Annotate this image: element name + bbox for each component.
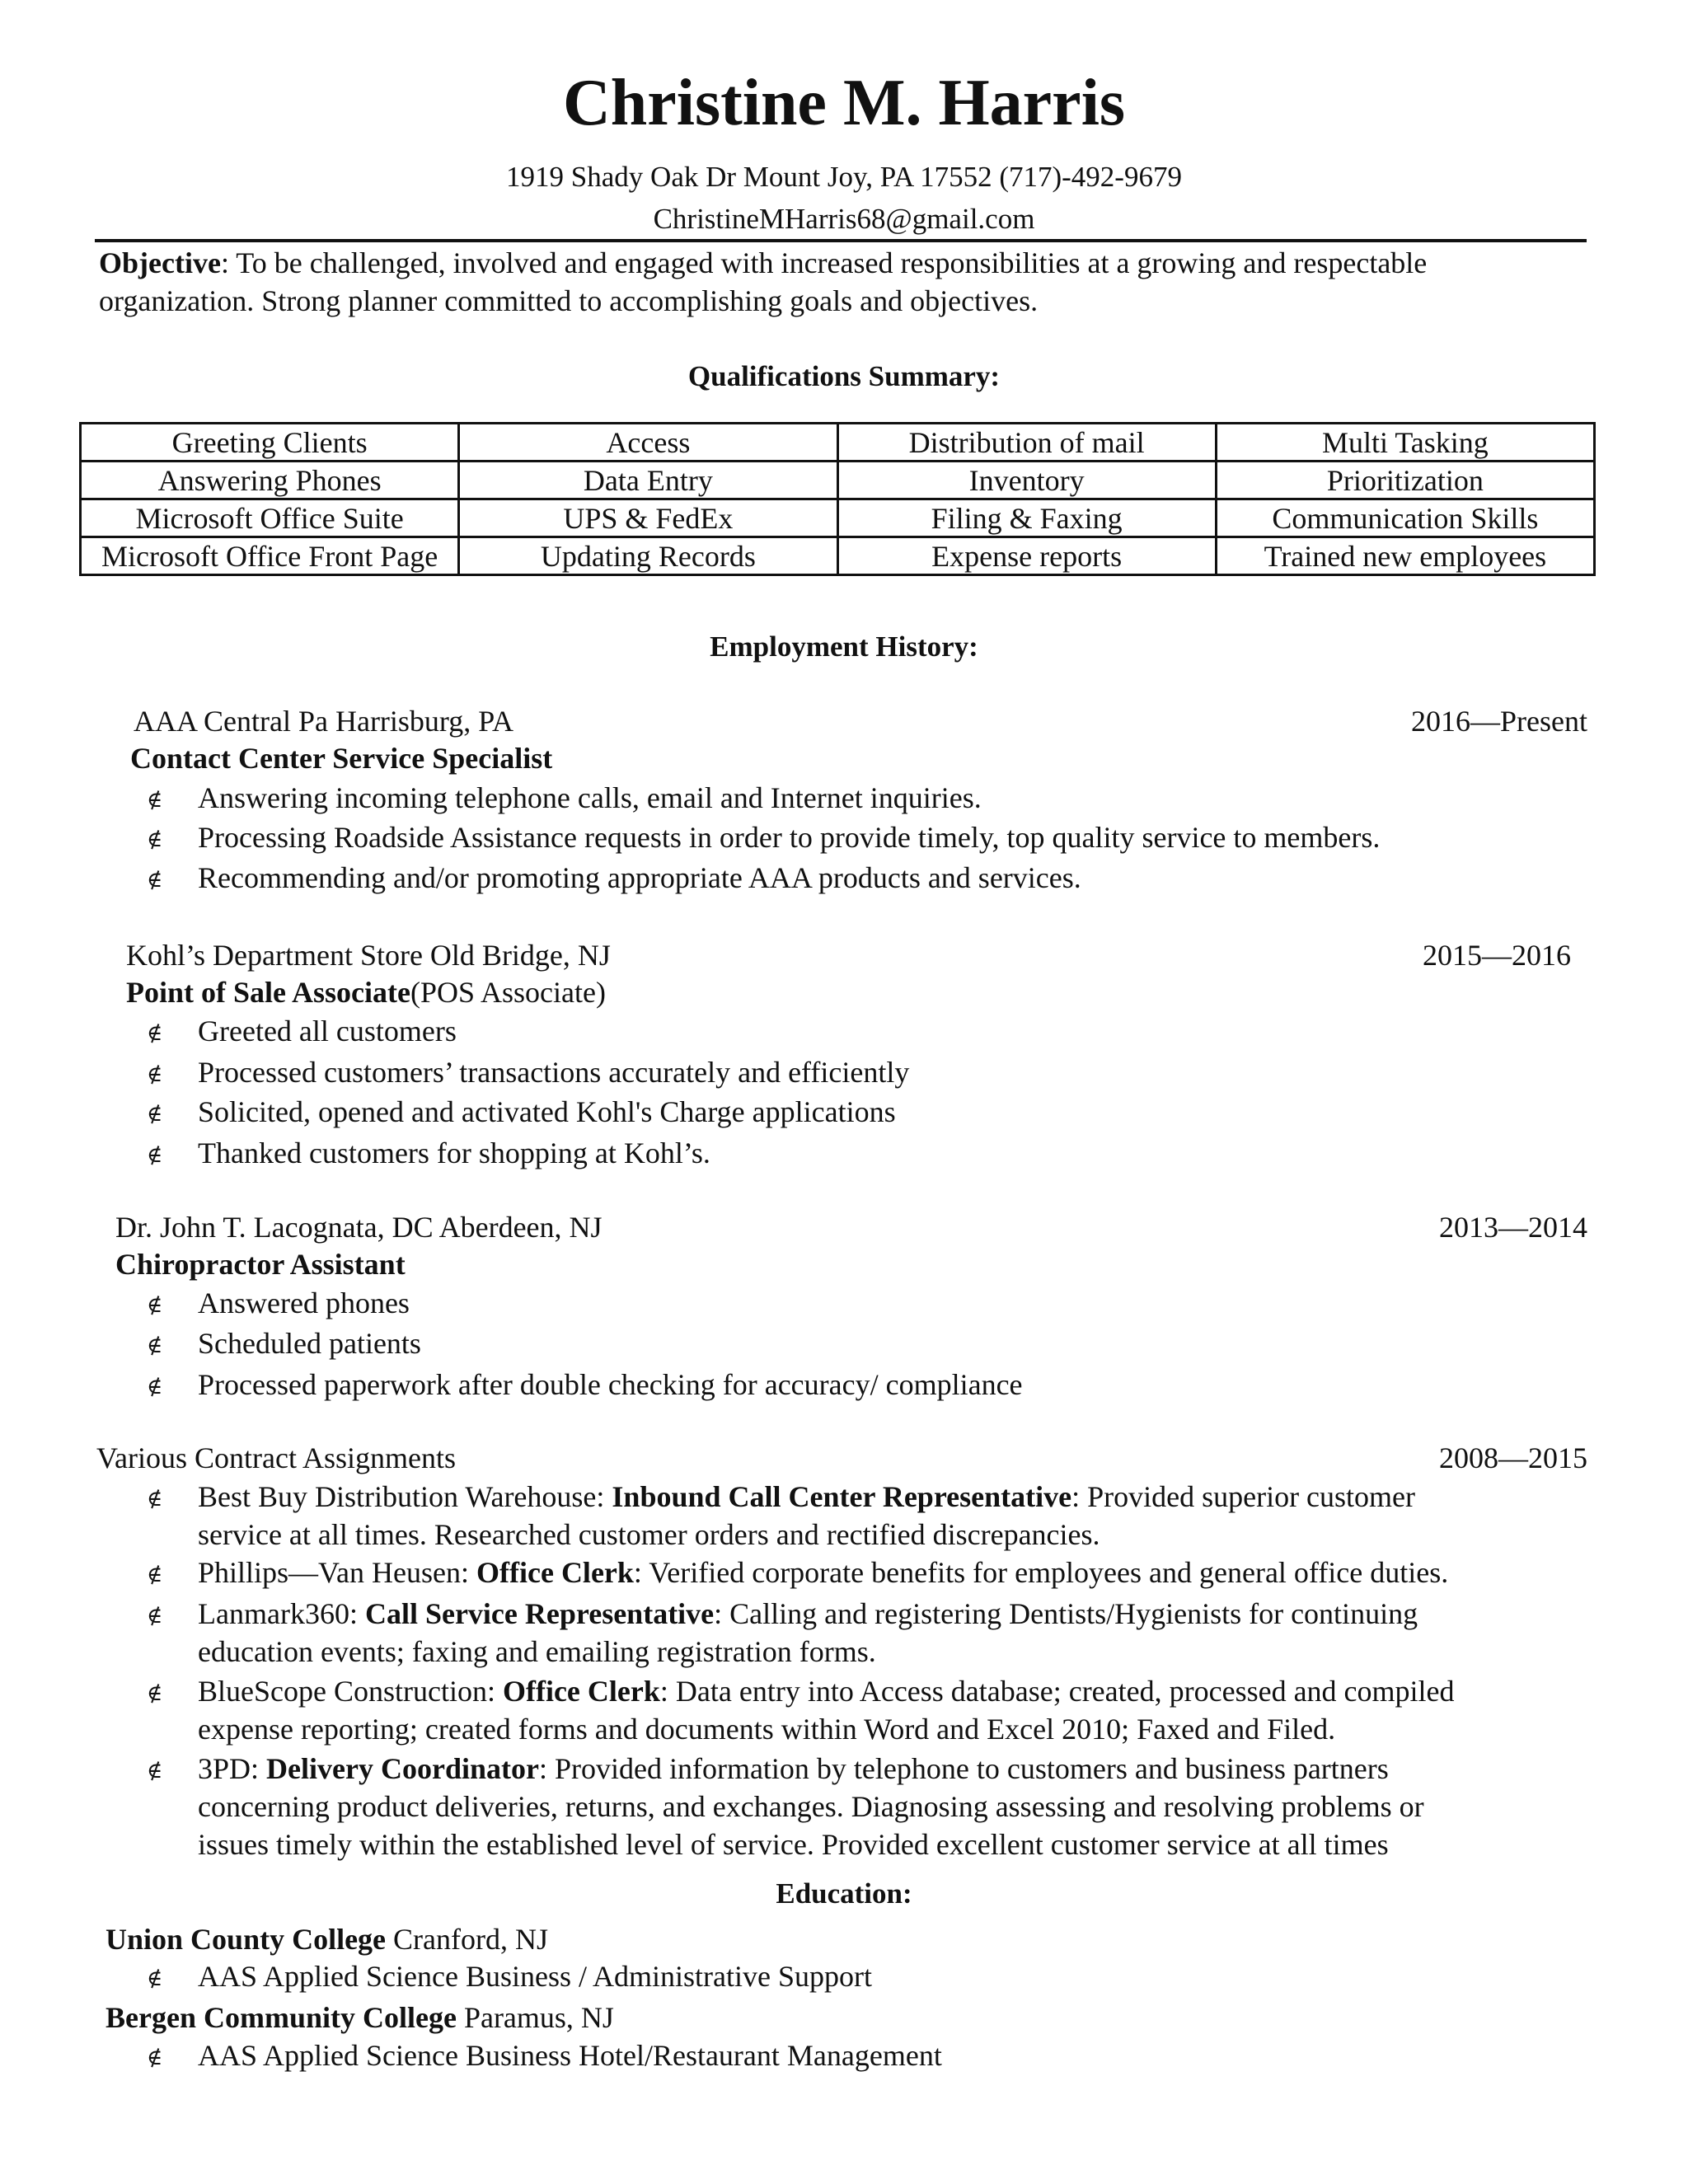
contact-email: ChristineMHarris68@gmail.com bbox=[653, 203, 1035, 235]
job-title: Point of Sale Associate bbox=[126, 976, 410, 1009]
list-item: Answered phones bbox=[198, 1286, 410, 1319]
applicant-name: Christine M. Harris bbox=[562, 67, 1126, 139]
job-employer: AAA Central Pa Harrisburg, PA bbox=[134, 705, 513, 738]
contract-description: : Provided information by telephone to customers and business partners bbox=[538, 1752, 1389, 1785]
bullet-icon: ∉ bbox=[147, 1333, 163, 1357]
list-item-continuation: concerning product deliveries, returns, and exchanges. Diagnosing assessing and resolving problems or bbox=[198, 1790, 1424, 1823]
list-item-continuation: expense reporting; created forms and documents within Word and Excel 2010; Faxed and Filed. bbox=[198, 1713, 1336, 1746]
list-item: Answering incoming telephone calls, email and Internet inquiries. bbox=[198, 781, 982, 814]
objective-line-1 bbox=[99, 244, 1427, 282]
bullet-icon: ∉ bbox=[147, 788, 163, 812]
bullet-icon: ∉ bbox=[147, 1966, 163, 1990]
list-item bbox=[198, 1482, 1415, 1511]
bullet-icon: ∉ bbox=[147, 1143, 163, 1167]
table-row bbox=[81, 499, 1595, 537]
contract-description: : Data entry into Access database; created, processed and compiled bbox=[659, 1675, 1455, 1708]
objective-label: Objective bbox=[99, 246, 221, 279]
list-item: AAS Applied Science Business Hotel/Restaurant Management bbox=[198, 2039, 942, 2072]
bullet-icon: ∉ bbox=[147, 1759, 163, 1783]
school-name: Bergen Community College bbox=[106, 2001, 457, 2034]
job-employer: Kohl’s Department Store Old Bridge, NJ bbox=[126, 939, 611, 972]
table-cell: Multi Tasking bbox=[1216, 424, 1594, 462]
list-item bbox=[198, 1558, 1448, 1587]
education-heading: Education: bbox=[776, 1877, 912, 1910]
table-cell: Microsoft Office Suite bbox=[81, 499, 459, 537]
contract-role: Office Clerk bbox=[502, 1675, 660, 1708]
table-cell: Trained new employees bbox=[1216, 537, 1594, 575]
bullet-icon: ∉ bbox=[147, 868, 163, 892]
bullet-icon: ∉ bbox=[147, 1293, 163, 1317]
contract-role: Office Clerk bbox=[476, 1556, 634, 1589]
table-cell: Access bbox=[459, 424, 837, 462]
job-employer: Various Contract Assignments bbox=[96, 1441, 456, 1474]
list-item: Processing Roadside Assistance requests in order to provide timely, top quality service to members. bbox=[198, 821, 1381, 854]
list-item bbox=[198, 1676, 1455, 1706]
bullet-icon: ∉ bbox=[147, 827, 163, 851]
list-item: Processed paperwork after double checking for accuracy/ compliance bbox=[198, 1368, 1023, 1401]
school-line bbox=[106, 2003, 614, 2032]
list-item bbox=[198, 1599, 1418, 1629]
job-dates: 2015—2016 bbox=[1423, 939, 1571, 972]
list-item: Greeted all customers bbox=[198, 1015, 457, 1047]
job-title-suffix: (POS Associate) bbox=[410, 976, 606, 1009]
contract-employer: BlueScope Construction: bbox=[198, 1675, 503, 1708]
job-dates: 2016—Present bbox=[1411, 705, 1587, 738]
job-title-line bbox=[126, 977, 606, 1007]
contract-description: : Calling and registering Dentists/Hygienists for continuing bbox=[714, 1597, 1418, 1630]
bullet-icon: ∉ bbox=[147, 1021, 163, 1045]
table-cell: Answering Phones bbox=[81, 462, 459, 499]
job-title: Contact Center Service Specialist bbox=[130, 742, 553, 775]
list-item-continuation: service at all times. Researched customer orders and rectified discrepancies. bbox=[198, 1518, 1100, 1551]
bullet-icon: ∉ bbox=[147, 1375, 163, 1399]
table-cell: Filing & Faxing bbox=[837, 499, 1216, 537]
contract-employer: 3PD: bbox=[198, 1752, 267, 1785]
bullet-icon: ∉ bbox=[147, 1604, 163, 1628]
list-item: Recommending and/or promoting appropriate AAA products and services. bbox=[198, 861, 1081, 894]
table-row bbox=[81, 537, 1595, 575]
table-row bbox=[81, 462, 1595, 499]
job-dates: 2008—2015 bbox=[1439, 1441, 1587, 1474]
list-item: AAS Applied Science Business / Administrative Support bbox=[198, 1960, 872, 1993]
table-cell: Updating Records bbox=[459, 537, 837, 575]
list-item: Scheduled patients bbox=[198, 1327, 421, 1360]
list-item: Processed customers’ transactions accurately and efficiently bbox=[198, 1056, 910, 1089]
table-cell: Inventory bbox=[837, 462, 1216, 499]
table-cell: Data Entry bbox=[459, 462, 837, 499]
qualifications-heading: Qualifications Summary: bbox=[687, 360, 1001, 392]
list-item-continuation: issues timely within the established level of service. Provided excellent customer service at all times bbox=[198, 1828, 1389, 1861]
bullet-icon: ∉ bbox=[147, 2046, 163, 2069]
job-employer: Dr. John T. Lacognata, DC Aberdeen, NJ bbox=[115, 1211, 603, 1244]
table-cell: Greeting Clients bbox=[81, 424, 459, 462]
contract-role: Delivery Coordinator bbox=[266, 1752, 539, 1785]
bullet-icon: ∉ bbox=[147, 1487, 163, 1511]
table-cell: Prioritization bbox=[1216, 462, 1594, 499]
objective-line-2: organization. Strong planner committed to accomplishing goals and objectives. bbox=[99, 284, 1039, 317]
contract-description: : Verified corporate benefits for employees and general office duties. bbox=[633, 1556, 1449, 1589]
list-item-continuation: education events; faxing and emailing registration forms. bbox=[198, 1635, 876, 1668]
school-location: Paramus, NJ bbox=[456, 2001, 614, 2034]
contract-employer: Best Buy Distribution Warehouse: bbox=[198, 1480, 612, 1513]
header-divider bbox=[95, 239, 1587, 242]
table-cell: Microsoft Office Front Page bbox=[81, 537, 459, 575]
table-cell: UPS & FedEx bbox=[459, 499, 837, 537]
objective-text-1: : To be challenged, involved and engaged with increased responsibilities at a growing and respectable bbox=[220, 246, 1428, 279]
contract-employer: Phillips—Van Heusen: bbox=[198, 1556, 476, 1589]
contract-role: Inbound Call Center Representative bbox=[612, 1480, 1072, 1513]
list-item: Solicited, opened and activated Kohl's Charge applications bbox=[198, 1095, 896, 1128]
employment-heading: Employment History: bbox=[710, 630, 978, 663]
job-dates: 2013—2014 bbox=[1439, 1211, 1587, 1244]
qualifications-table bbox=[79, 422, 1596, 576]
contract-description: : Provided superior customer bbox=[1071, 1480, 1416, 1513]
bullet-icon: ∉ bbox=[147, 1062, 163, 1086]
bullet-icon: ∉ bbox=[147, 1102, 163, 1126]
list-item: Thanked customers for shopping at Kohl’s. bbox=[198, 1137, 710, 1169]
contract-employer: Lanmark360: bbox=[198, 1597, 365, 1630]
contract-role: Call Service Representative bbox=[364, 1597, 715, 1630]
bullet-icon: ∉ bbox=[147, 1681, 163, 1705]
list-item bbox=[198, 1754, 1389, 1783]
school-line bbox=[106, 1924, 548, 1954]
table-cell: Communication Skills bbox=[1216, 499, 1594, 537]
table-cell: Distribution of mail bbox=[837, 424, 1216, 462]
contact-address-phone: 1919 Shady Oak Dr Mount Joy, PA 17552 (717)-492-9679 bbox=[506, 161, 1182, 193]
school-location: Cranford, NJ bbox=[386, 1923, 548, 1956]
job-title: Chiropractor Assistant bbox=[115, 1248, 406, 1281]
table-row bbox=[81, 424, 1595, 462]
bullet-icon: ∉ bbox=[147, 1563, 163, 1586]
school-name: Union County College bbox=[106, 1923, 387, 1956]
table-cell: Expense reports bbox=[837, 537, 1216, 575]
